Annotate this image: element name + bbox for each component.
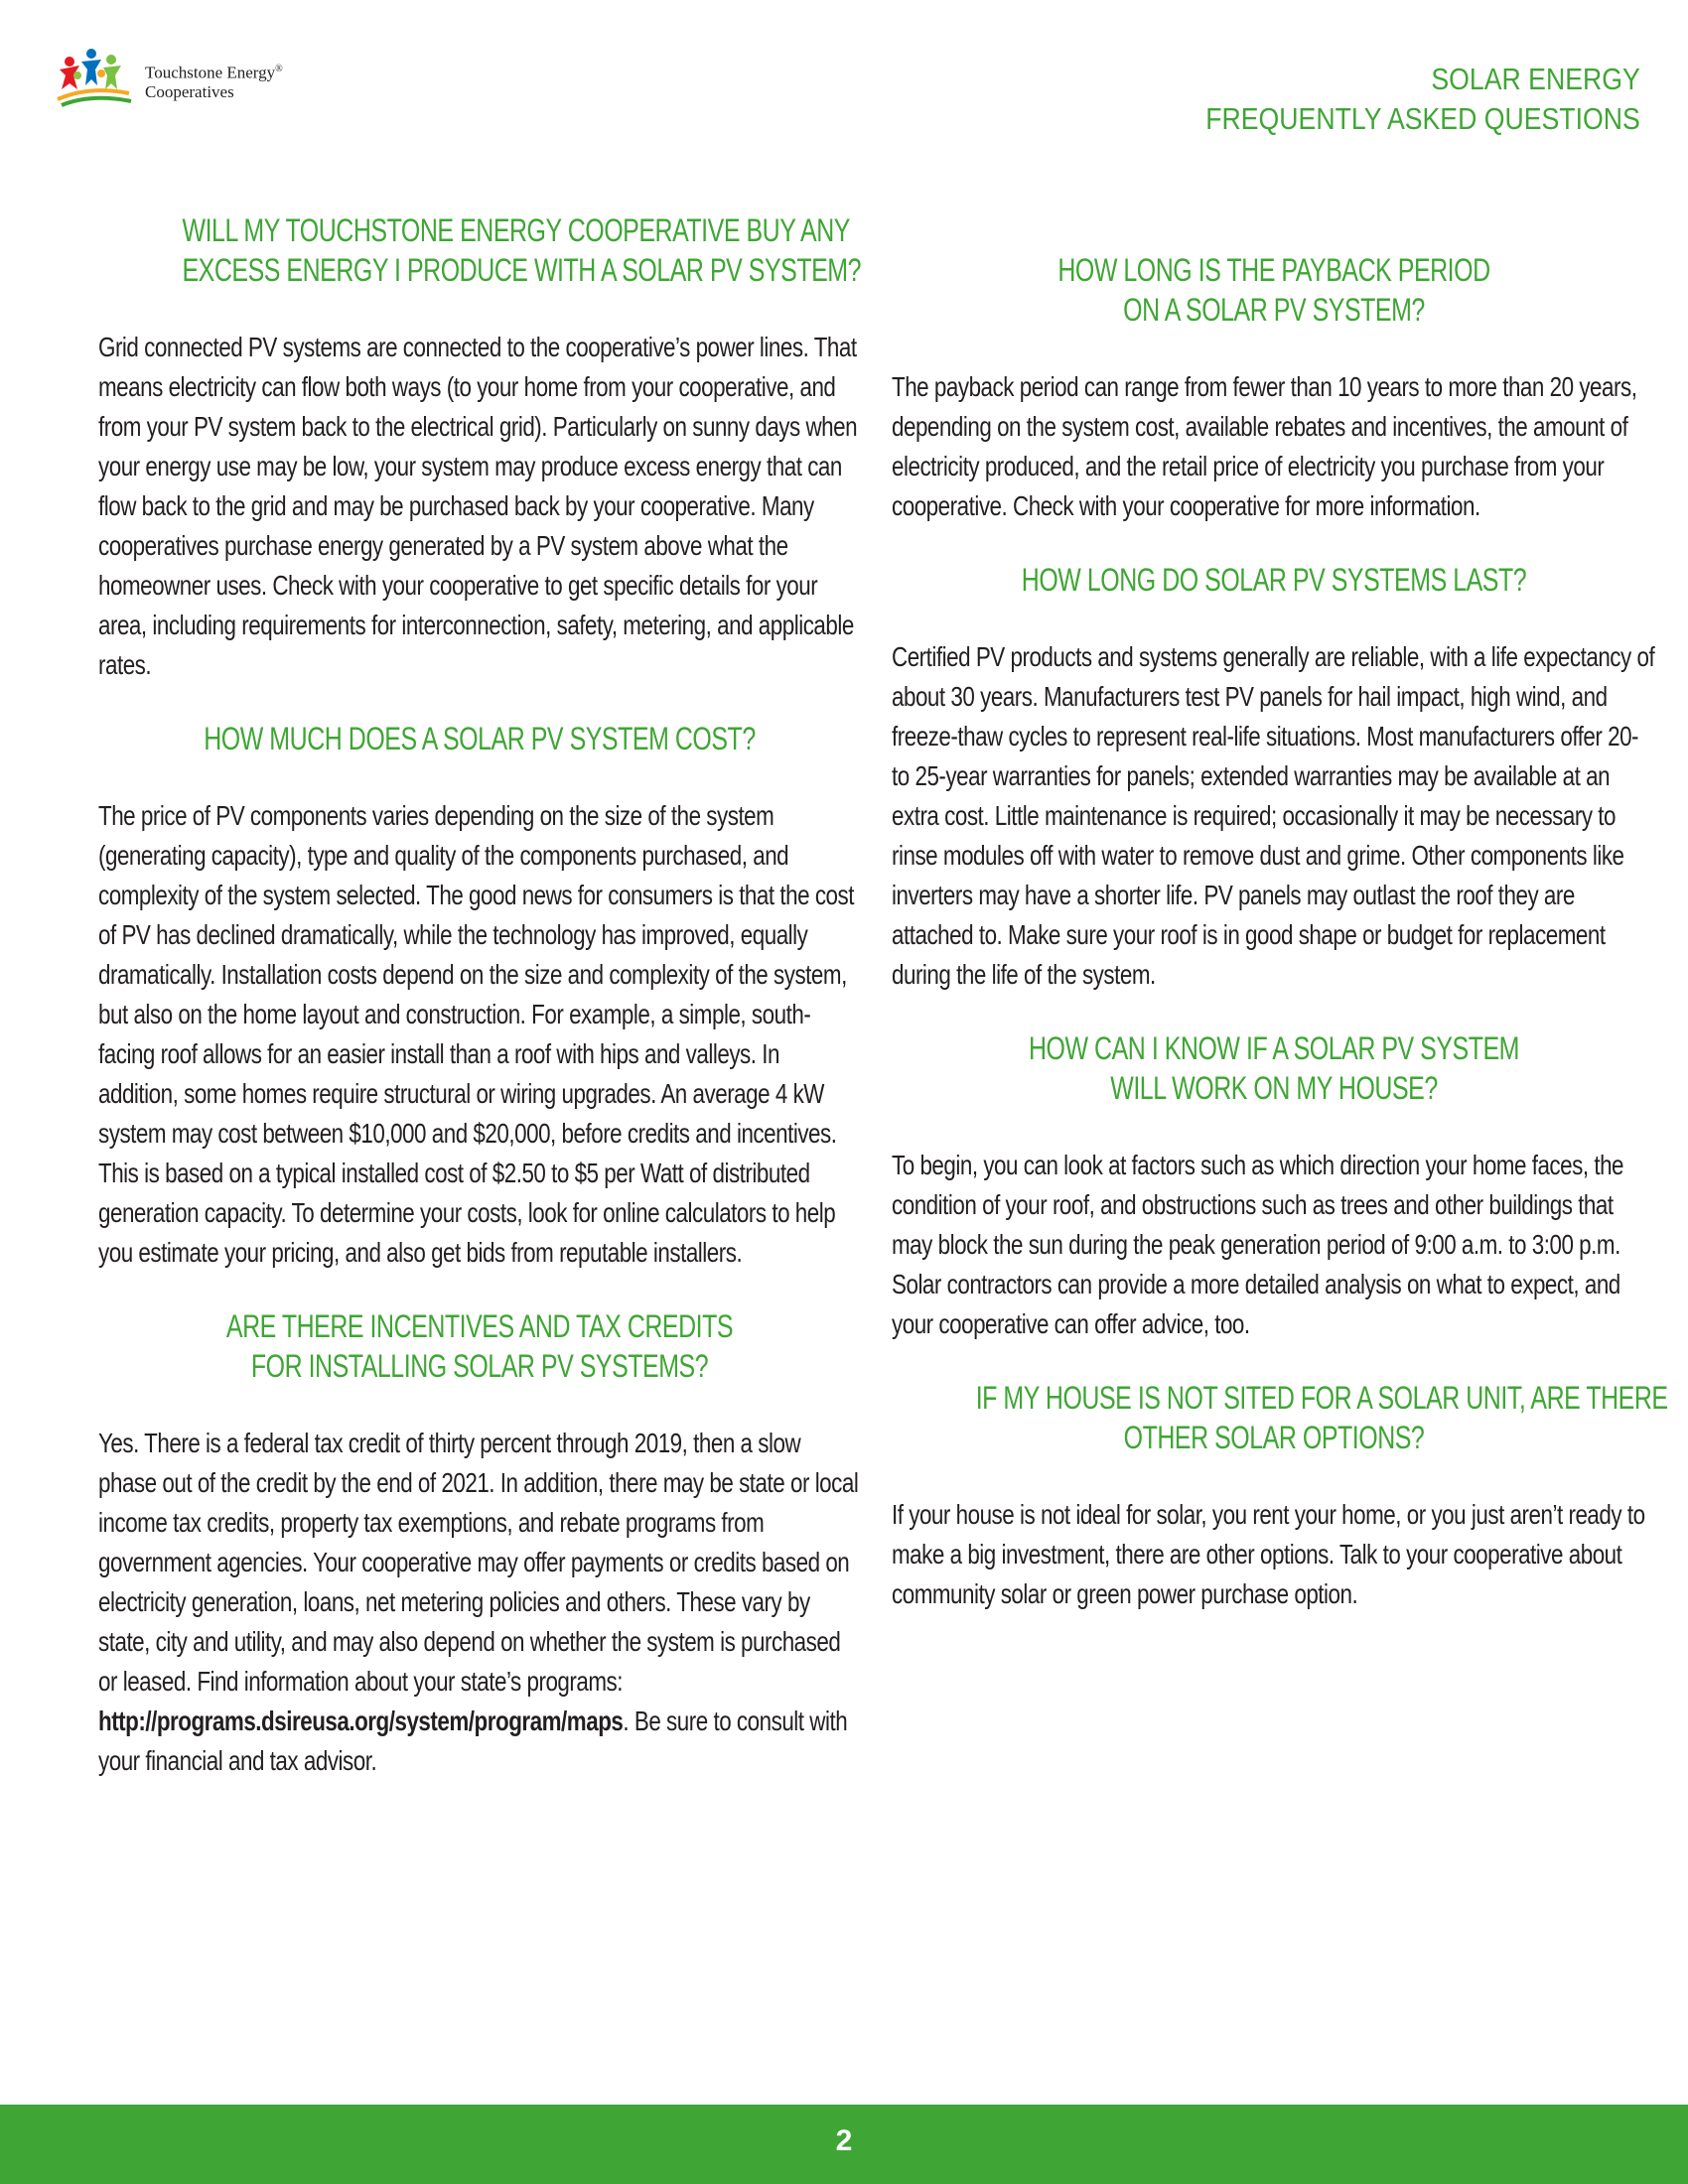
question-heading [976, 250, 1573, 330]
registered-mark: ® [275, 64, 283, 74]
question-line: HOW CAN I KNOW IF A SOLAR PV SYSTEM [1028, 1030, 1520, 1066]
logo-text [145, 60, 283, 101]
dsire-link[interactable]: http://programs.dsireusa.org/system/program/maps [98, 1706, 624, 1736]
page-number: 2 [835, 2124, 853, 2157]
answer-paragraph: Grid connected PV systems are connected to the cooperative’s power lines. That means electricity can flow both ways (to your home from your cooperative, and from your PV system back to the electrical grid). Particularly on sunny days when your energy use may be low, your system may produce excess energy that can flow back to the grid and may be purchased back by your cooperative. Many cooperatives purchase energy generated by a PV system above what the homeowner uses. Check with your cooperative to get specific details for your area, including requirements for interconnection, safety, metering, and applicable rates. [98, 332, 858, 680]
header-line1: SOLAR ENERGY [1431, 62, 1640, 96]
question-line: HOW LONG IS THE PAYBACK PERIOD [1057, 252, 1490, 288]
question-heading [182, 210, 862, 290]
question-line: HOW LONG DO SOLAR PV SYSTEMS LAST? [1021, 562, 1527, 598]
answer-text: Yes. There is a federal tax credit of thirty percent through 2019, then a slow phase out of the credit by the end of 2021. In addition, there may be state or local income tax credits, property tax exemptions, and rebate programs from government agencies. Your cooperative may offer payments or credits based on electricity generation, loans, net metering policies and others. These vary by state, city and utility, and may also depend on whether the system is purchased or leased. Find information about your state’s programs: [98, 1428, 859, 1697]
answer-paragraph [98, 1424, 861, 1781]
document-header [1205, 60, 1640, 139]
right-column [892, 250, 1668, 1648]
question-line: ON A SOLAR PV SYSTEM? [1123, 292, 1425, 328]
answer-paragraph: To begin, you can look at factors such as which direction your home faces, the condition of your roof, and obstructions such as trees and other buildings that may block the sun during the peak generation period of 9:00 a.m. to 3:00 p.m. Solar contractors can provide a more detailed analysis on what to expect, and your cooperative can offer advice, too. [892, 1150, 1624, 1339]
question-line: EXCESS ENERGY I PRODUCE WITH A SOLAR PV SYSTEM? [182, 252, 862, 288]
footer-bar [0, 2105, 1688, 2184]
answer-text-end: . Be sure to consult with your financial and tax advisor. [98, 1706, 848, 1776]
question-heading [976, 560, 1573, 600]
answer-paragraph: Certified PV products and systems generally are reliable, with a life expectancy of about 30 years. Manufacturers test PV panels for hail impact, high wind, and freeze-thaw cycles to represent real-life situations. Most manufacturers offer 20- to 25-year warranties for panels; extended warranties may be available at an extra cost. Little maintenance is required; occasionally it may be necessary to rinse modules off with water to remove dust and grime. Other components like inverters may have a shorter life. PV panels may outlast the roof they are attached to. Make sure your roof is in good shape or budget for replacement during the life of the system. [892, 641, 1655, 990]
left-column [98, 210, 861, 1815]
question-line: IF MY HOUSE IS NOT SITED FOR A SOLAR UNIT, ARE THERE [975, 1380, 1668, 1416]
question-heading [182, 719, 776, 758]
header-line2: FREQUENTLY ASKED QUESTIONS [1205, 101, 1640, 136]
question-heading [975, 1378, 1668, 1457]
logo-line1: Touchstone Energy [145, 63, 276, 82]
question-line: WILL WORK ON MY HOUSE? [1110, 1070, 1438, 1106]
answer-paragraph: The price of PV components varies depending on the size of the system (generating capacity), type and quality of the components purchased, and complexity of the system selected. The good news for consumers is that the cost of PV has declined dramatically, while the technology has improved, equally dramatically. Installation costs depend on the size and complexity of the system, but also on the home layout and construction. For example, a simple, south-facing roof allows for an easier install than a roof with hips and valleys. In addition, some homes require structural or wiring upgrades. An average 4 kW system may cost between $10,000 and $20,000, before credits and incentives. This is based on a typical installed cost of $2.50 to $5 per Watt of distributed generation capacity. To determine your costs, look for online calculators to help you estimate your pricing, and also get bids from reputable installers. [98, 800, 854, 1268]
question-line: WILL MY TOUCHSTONE ENERGY COOPERATIVE BUY ANY [182, 212, 850, 248]
question-line: ARE THERE INCENTIVES AND TAX CREDITS [225, 1308, 734, 1344]
logo-line2: Cooperatives [145, 81, 234, 101]
question-line: FOR INSTALLING SOLAR PV SYSTEMS? [250, 1348, 709, 1384]
people-logo-icon [50, 44, 141, 113]
answer-paragraph: If your house is not ideal for solar, you rent your home, or you just aren’t ready to make a big investment, there are other options. Talk to your cooperative about community solar or green power purchase option. [892, 1499, 1645, 1609]
question-heading [182, 1306, 776, 1386]
answer-paragraph: The payback period can range from fewer than 10 years to more than 20 years, depending on the system cost, available rebates and incentives, the amount of electricity produced, and the retail price of electricity you purchase from your cooperative. Check with your cooperative for more information. [892, 371, 1637, 521]
brand-logo [50, 44, 338, 113]
question-line: OTHER SOLAR OPTIONS? [1123, 1420, 1425, 1455]
question-heading [976, 1028, 1573, 1108]
question-line: HOW MUCH DOES A SOLAR PV SYSTEM COST? [204, 721, 756, 756]
